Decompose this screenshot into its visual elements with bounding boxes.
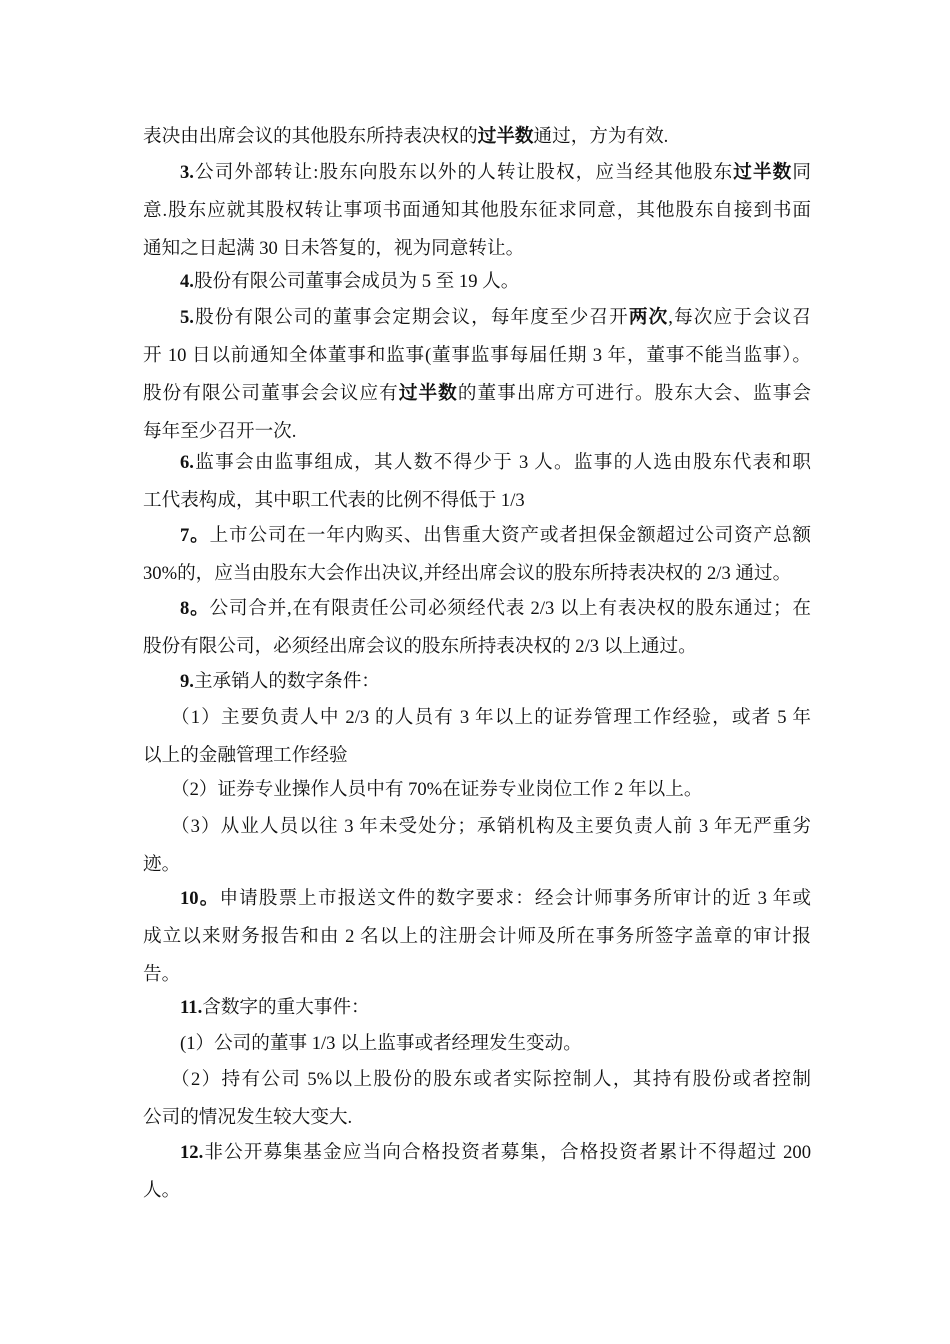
text-run: 主承销人的数字条件：: [193, 671, 380, 692]
sub-item-3-paragraph: [143, 808, 811, 884]
text-run: 的董事出席方可进行。股东大会、监事会: [457, 383, 811, 404]
text-line: (1）公司的董事 1/3 以上监事或者经理发生变动。: [180, 1033, 582, 1054]
text-run: 监事会由监事组成，其人数不得少于 3 人。监事的人选由股东代表和职: [193, 452, 811, 473]
text-line: 公司的情况发生较大变大.: [143, 1107, 353, 1128]
item-8-paragraph: [143, 590, 811, 666]
text-line: 工代表构成，其中职工代表的比例不得低于 1/3: [143, 490, 525, 511]
bold-text: 过半数: [477, 126, 534, 147]
text-line: 告。: [143, 964, 181, 985]
text-line: [143, 517, 811, 555]
text-line: [143, 1134, 811, 1172]
item-5-paragraph: [143, 299, 811, 451]
text-line: [143, 989, 811, 1027]
item-number: 10。: [180, 888, 220, 909]
item-4-paragraph: [143, 263, 811, 301]
item-number: 5.: [180, 307, 194, 328]
text-line: （3）从业人员以往 3 年未受处分；承销机构及主要负责人前 3 年无严重劣: [171, 816, 811, 837]
sub-item-1-paragraph: [143, 699, 811, 775]
item-number: 12.: [180, 1142, 204, 1163]
text-line: 30%的，应当由股东大会作出决议,并经出席会议的股东所持表决权的 2/3 通过。: [143, 563, 792, 584]
text-line: [143, 444, 811, 482]
text-run: 同: [792, 162, 811, 183]
item-number: 4.: [180, 271, 194, 292]
text-line: [143, 590, 811, 628]
text-line: 通知之日起满 30 日未答复的，视为同意转让。: [143, 238, 525, 259]
text-line: （2）持有公司 5%以上股份的股东或者实际控制人，其持有股份或者控制: [171, 1069, 811, 1090]
text-run: ,每次应于会议召: [668, 307, 811, 328]
text-run: 非公开募集基金应当向合格投资者募集，合格投资者累计不得超过 200: [203, 1142, 811, 1163]
item-7-paragraph: [143, 517, 811, 593]
text-line: [143, 880, 811, 918]
text-run: 股份有限公司的董事会定期会议，每年度至少召开: [193, 307, 629, 328]
item-3-paragraph: [143, 154, 811, 268]
text-run: 股份有限公司董事会成员为 5 至 19 人。: [193, 271, 520, 292]
text-line: [143, 299, 811, 337]
sub-item-1b-paragraph: [143, 1025, 811, 1063]
text-run: 股份有限公司董事会会议应有: [143, 383, 399, 404]
item-11-paragraph: [143, 989, 811, 1027]
text-line: [143, 154, 811, 192]
text-line: 成立以来财务报告和由 2 名以上的注册会计师及所在事务所签字盖章的审计报: [143, 926, 811, 947]
text-run: 申请股票上市报送文件的数字要求：经会计师事务所审计的近 3 年或: [219, 888, 811, 909]
text-run: 含数字的重大事件：: [202, 997, 370, 1018]
item-6-paragraph: [143, 444, 811, 520]
bold-text: 两次: [628, 307, 669, 328]
item-number: 11.: [180, 997, 203, 1018]
item-number: 3.: [180, 162, 194, 183]
item-9-paragraph: [143, 663, 811, 701]
sub-item-2-paragraph: [143, 771, 811, 809]
item-number: 9.: [180, 671, 194, 692]
text-line: [143, 263, 811, 301]
text-line: 以上的金融管理工作经验: [143, 745, 348, 766]
bold-text: 过半数: [733, 162, 793, 183]
text-run: 公司合并,在有限责任公司必须经代表 2/3 以上有表决权的股东通过；在: [209, 598, 811, 619]
text-line: 开 10 日以前通知全体董事和监事(董事监事每届任期 3 年，董事不能当监事）。: [143, 345, 811, 366]
text-line: 每年至少召开一次.: [143, 421, 297, 442]
item-number: 8。: [180, 598, 210, 619]
text-line: 人。: [143, 1180, 181, 1201]
item-number: 6.: [180, 452, 194, 473]
bold-text: 过半数: [398, 383, 458, 404]
text-line: 迹。: [143, 854, 181, 875]
paragraph-continuation: [143, 118, 811, 156]
text-run: 通过，方为有效.: [533, 126, 669, 147]
text-line: 意.股东应就其股权转让事项书面通知其他股东征求同意，其他股东自接到书面: [143, 200, 811, 221]
text-line: （2）证券专业操作人员中有 70%在证券专业岗位工作 2 年以上。: [171, 779, 703, 800]
item-number: 7。: [180, 525, 210, 546]
sub-item-2b-paragraph: [143, 1061, 811, 1137]
item-12-paragraph: [143, 1134, 811, 1210]
text-line: 股份有限公司，必须经出席会议的股东所持表决权的 2/3 以上通过。: [143, 636, 697, 657]
text-run: 公司外部转让:股东向股东以外的人转让股权，应当经其他股东: [193, 162, 734, 183]
text-line: [143, 375, 811, 413]
text-line: [143, 118, 811, 156]
text-line: [143, 663, 811, 701]
text-run: 上市公司在一年内购买、出售重大资产或者担保金额超过公司资产总额: [209, 525, 811, 546]
text-run: 表决由出席会议的其他股东所持表决权的: [143, 126, 478, 147]
text-line: （1）主要负责人中 2/3 的人员有 3 年以上的证券管理工作经验，或者 5 年: [171, 707, 811, 728]
item-10-paragraph: [143, 880, 811, 994]
